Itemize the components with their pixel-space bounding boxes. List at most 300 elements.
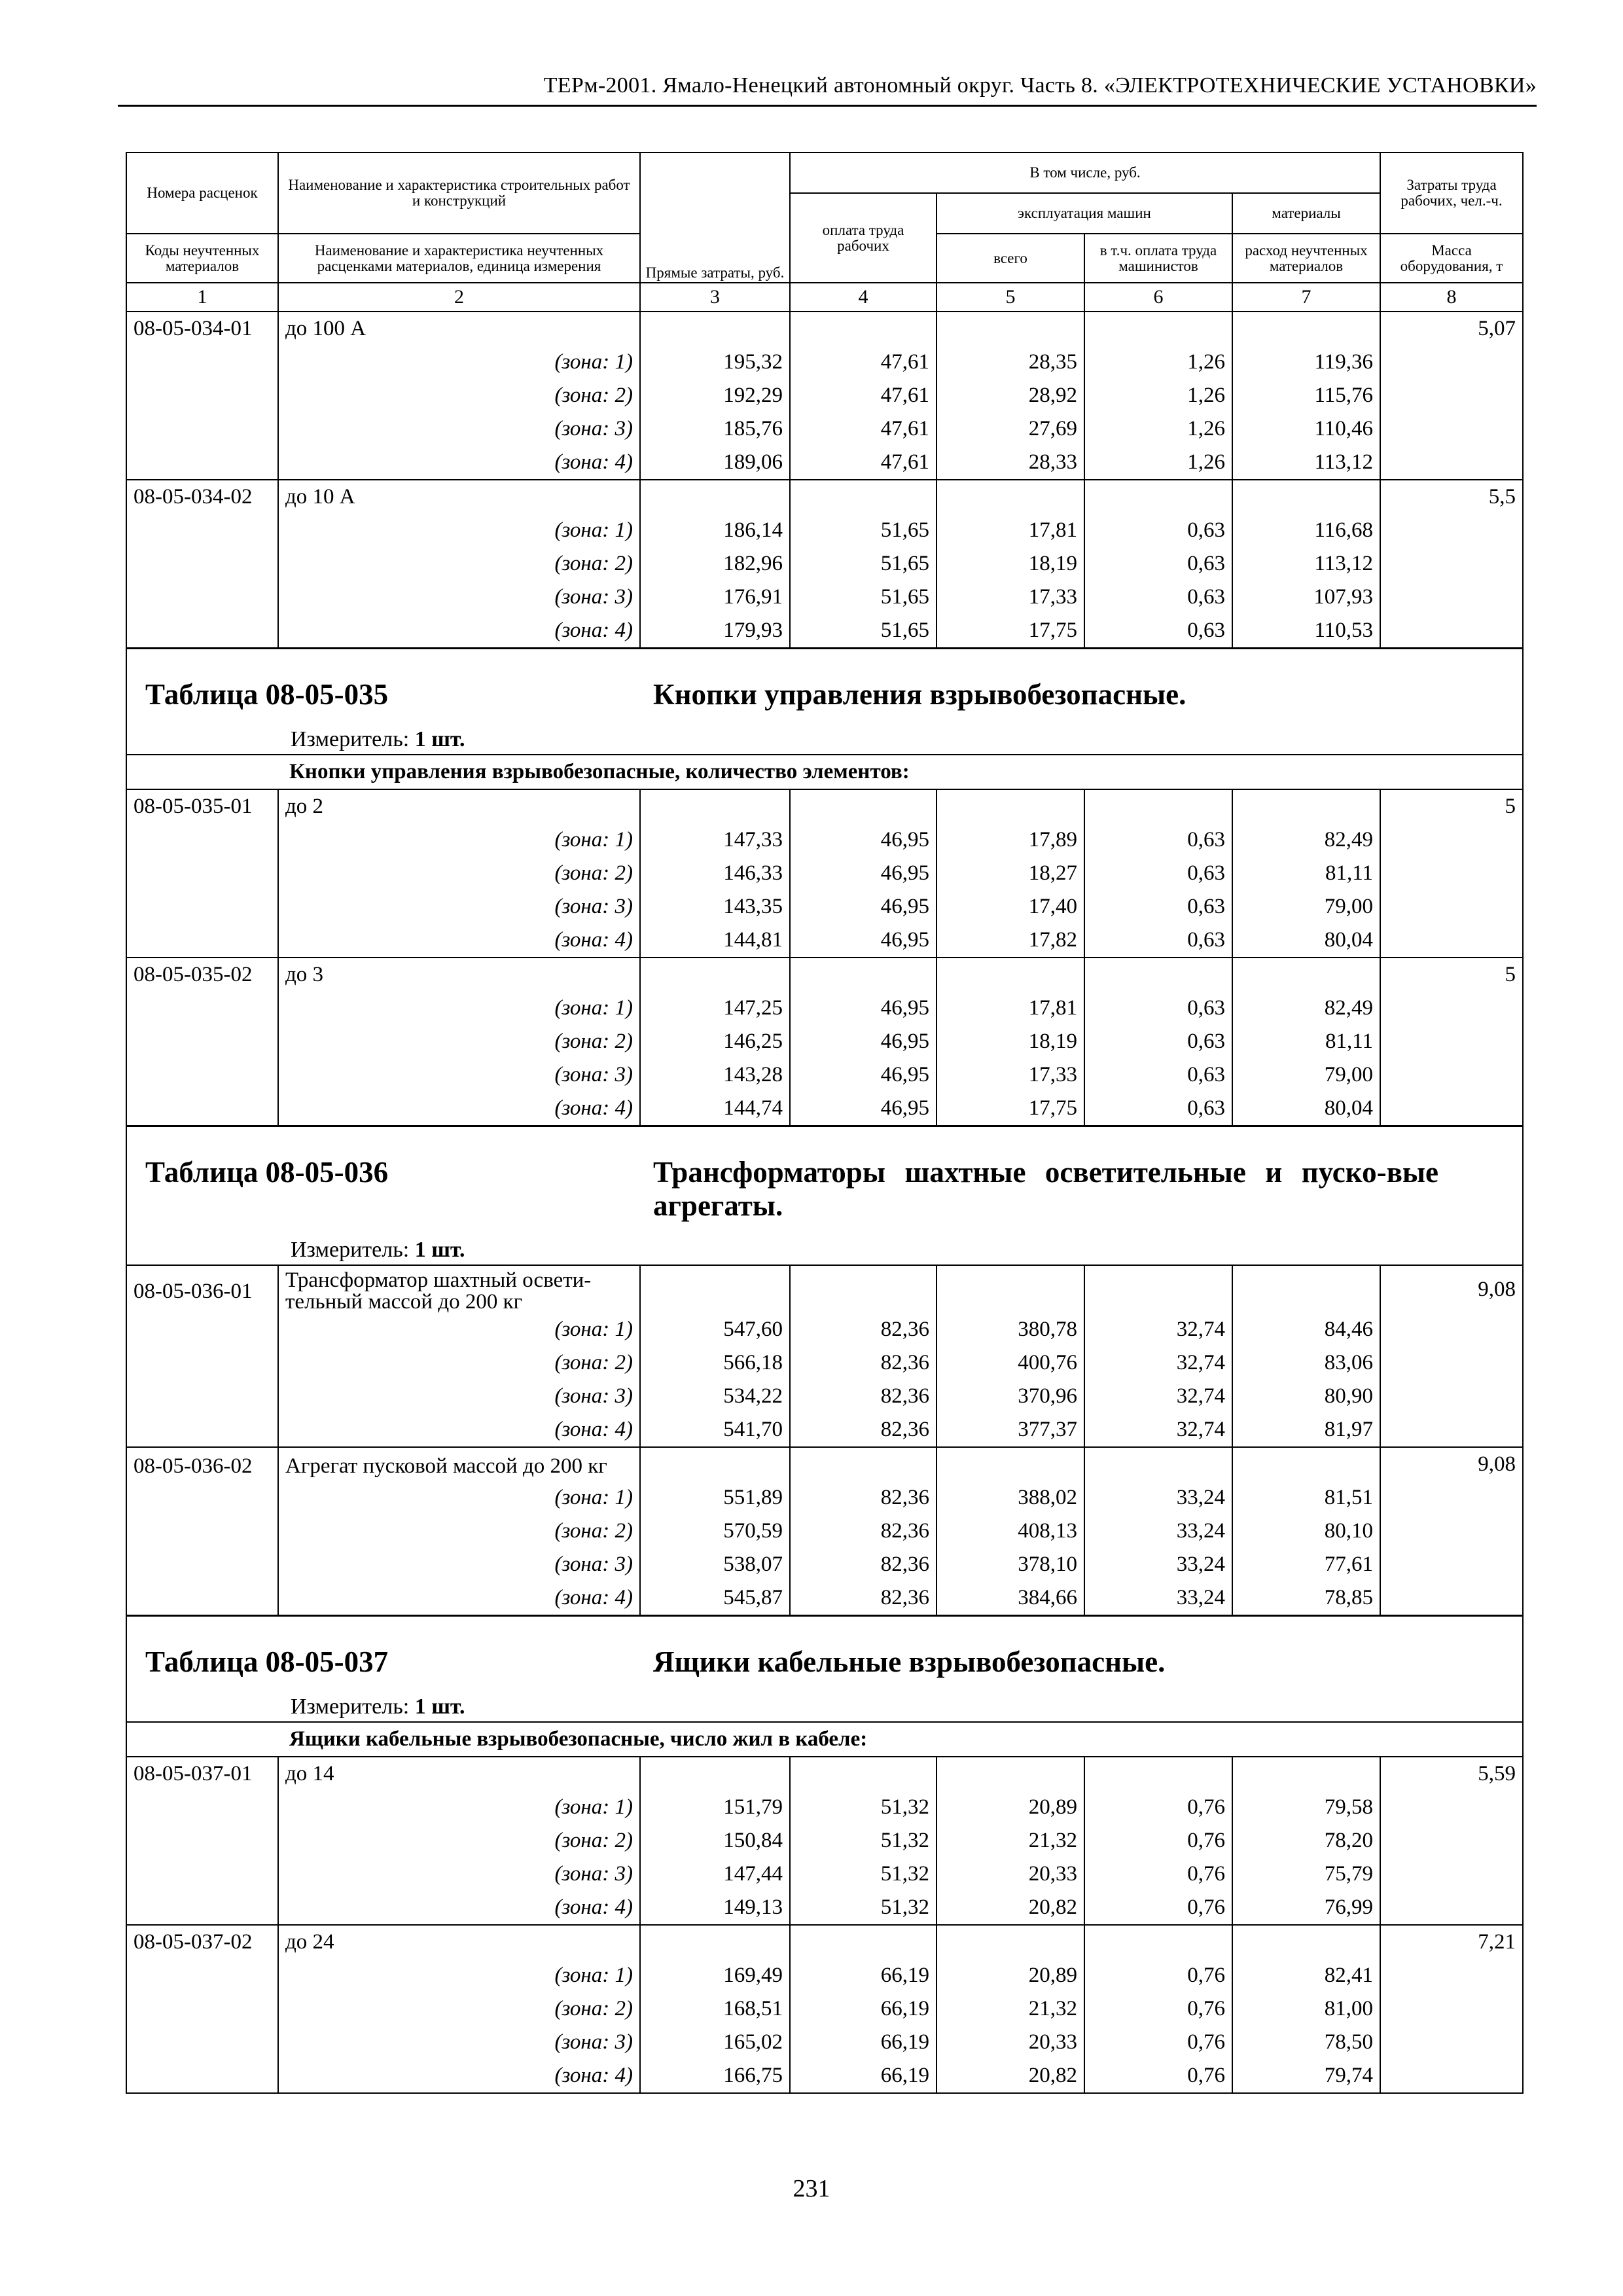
rate-head-row (126, 958, 1523, 992)
rate-name: до 3 (278, 958, 640, 992)
machines-cost: 17,89 (936, 823, 1084, 857)
materials-cost: 110,53 (1232, 614, 1380, 649)
rate-head-row (126, 1925, 1523, 1959)
col-number: 7 (1232, 283, 1380, 312)
machines-cost: 408,13 (936, 1515, 1084, 1548)
empty-cell (1232, 1757, 1380, 1791)
direct-cost: 547,60 (640, 1313, 790, 1346)
empty-cell (1380, 1058, 1523, 1092)
empty-cell (1380, 1092, 1523, 1126)
labor-cost: 5,07 (1380, 312, 1523, 346)
measure-unit (291, 723, 465, 755)
zone-label: (зона: 1) (278, 823, 640, 857)
machines-cost: 380,78 (936, 1313, 1084, 1346)
direct-cost: 179,93 (640, 614, 790, 649)
rate-name: до 2 (278, 789, 640, 823)
col-number: 2 (278, 283, 640, 312)
labor-cost: 9,08 (1380, 1447, 1523, 1481)
materials-cost: 82,49 (1232, 823, 1380, 857)
empty-cell (126, 446, 278, 480)
materials-cost: 79,74 (1232, 2059, 1380, 2093)
zone-row (126, 412, 1523, 446)
machinist-wages: 1,26 (1084, 379, 1232, 412)
zone-label: (зона: 3) (278, 890, 640, 924)
direct-cost: 144,74 (640, 1092, 790, 1126)
col-header-mass: Масса оборудования, т (1380, 234, 1523, 283)
materials-cost: 82,41 (1232, 1959, 1380, 1992)
zone-label: (зона: 4) (278, 1413, 640, 1447)
col-header-incl-wages: в т.ч. оплата труда машинистов (1084, 234, 1232, 283)
machines-cost: 17,75 (936, 614, 1084, 649)
empty-cell (1380, 1857, 1523, 1891)
machines-cost: 20,89 (936, 1791, 1084, 1824)
empty-cell (1232, 1447, 1380, 1481)
materials-cost: 107,93 (1232, 581, 1380, 614)
zone-row (126, 581, 1523, 614)
direct-cost: 146,25 (640, 1025, 790, 1058)
empty-cell (1380, 1380, 1523, 1413)
direct-cost: 146,33 (640, 857, 790, 890)
direct-cost: 176,91 (640, 581, 790, 614)
empty-cell (1380, 823, 1523, 857)
materials-cost: 115,76 (1232, 379, 1380, 412)
direct-cost: 169,49 (640, 1959, 790, 1992)
empty-cell (936, 312, 1084, 346)
machinist-wages: 32,74 (1084, 1380, 1232, 1413)
rate-code: 08-05-036-02 (126, 1447, 278, 1481)
direct-cost: 168,51 (640, 1992, 790, 2026)
materials-cost: 80,10 (1232, 1515, 1380, 1548)
rate-name: до 24 (278, 1925, 640, 1959)
machines-cost: 17,82 (936, 924, 1084, 958)
materials-cost: 75,79 (1232, 1857, 1380, 1891)
direct-cost: 189,06 (640, 446, 790, 480)
direct-cost: 151,79 (640, 1791, 790, 1824)
empty-cell (1084, 1757, 1232, 1791)
empty-cell (790, 1925, 936, 1959)
rates-table (126, 152, 1524, 2094)
zone-label: (зона: 1) (278, 1959, 640, 1992)
machinist-wages: 0,76 (1084, 1857, 1232, 1891)
wages-cost: 51,65 (790, 614, 936, 649)
empty-cell (640, 312, 790, 346)
empty-cell (1380, 1581, 1523, 1616)
table-title: Ящики кабельные взрывобезопасные. (653, 1645, 1166, 1678)
wages-cost: 51,32 (790, 1791, 936, 1824)
machinist-wages: 0,63 (1084, 581, 1232, 614)
empty-cell (126, 614, 278, 649)
labor-cost: 5 (1380, 789, 1523, 823)
page-header-title: ТЕРм-2001. Ямало-Ненецкий автономный округ. Часть 8. «ЭЛЕКТРОТЕХНИЧЕСКИЕ УСТАНОВКИ» (543, 73, 1537, 98)
rate-name: Агрегат пусковой массой до 200 кг (278, 1447, 640, 1481)
machines-cost: 17,33 (936, 1058, 1084, 1092)
materials-cost: 79,00 (1232, 890, 1380, 924)
wages-cost: 51,65 (790, 547, 936, 581)
materials-cost: 76,99 (1232, 1891, 1380, 1925)
materials-cost: 81,51 (1232, 1481, 1380, 1515)
empty-cell (1380, 1824, 1523, 1857)
zone-row (126, 1313, 1523, 1346)
direct-cost: 143,35 (640, 890, 790, 924)
wages-cost: 47,61 (790, 446, 936, 480)
wages-cost: 82,36 (790, 1346, 936, 1380)
machinist-wages: 32,74 (1084, 1313, 1232, 1346)
zone-row (126, 890, 1523, 924)
zone-row (126, 1992, 1523, 2026)
rate-head-row (126, 1447, 1523, 1481)
machines-cost: 400,76 (936, 1346, 1084, 1380)
empty-cell (126, 514, 278, 547)
machinist-wages: 1,26 (1084, 446, 1232, 480)
empty-cell (126, 2026, 278, 2059)
empty-cell (126, 1857, 278, 1891)
materials-cost: 113,12 (1232, 446, 1380, 480)
col-header-wages: оплата труда рабочих (790, 193, 936, 283)
materials-cost: 110,46 (1232, 412, 1380, 446)
labor-cost: 5,5 (1380, 480, 1523, 514)
labor-cost: 7,21 (1380, 1925, 1523, 1959)
empty-cell (640, 1265, 790, 1313)
machines-cost: 377,37 (936, 1413, 1084, 1447)
empty-cell (790, 1757, 936, 1791)
empty-cell (126, 1346, 278, 1380)
col-header-name: Наименование и характеристика строительных работ и конструкций (278, 152, 640, 234)
wages-cost: 66,19 (790, 2026, 936, 2059)
zone-row (126, 514, 1523, 547)
machines-cost: 20,82 (936, 1891, 1084, 1925)
empty-cell (1380, 1481, 1523, 1515)
wages-cost: 47,61 (790, 346, 936, 379)
zone-label: (зона: 1) (278, 514, 640, 547)
empty-cell (640, 958, 790, 992)
materials-cost: 81,97 (1232, 1413, 1380, 1447)
machines-cost: 17,81 (936, 992, 1084, 1025)
zone-label: (зона: 3) (278, 2026, 640, 2059)
rate-head-row (126, 789, 1523, 823)
empty-cell (126, 1992, 278, 2026)
empty-cell (126, 1313, 278, 1346)
col-header-labor: Затраты труда рабочих, чел.-ч. (1380, 152, 1523, 234)
empty-cell (1380, 2059, 1523, 2093)
materials-cost: 77,61 (1232, 1548, 1380, 1581)
table-section (126, 1616, 1523, 1723)
machines-cost: 388,02 (936, 1481, 1084, 1515)
machinist-wages: 0,63 (1084, 614, 1232, 649)
empty-cell (126, 992, 278, 1025)
wages-cost: 47,61 (790, 412, 936, 446)
wages-cost: 46,95 (790, 857, 936, 890)
machines-cost: 27,69 (936, 412, 1084, 446)
wages-cost: 46,95 (790, 992, 936, 1025)
empty-cell (1380, 412, 1523, 446)
empty-cell (126, 1413, 278, 1447)
empty-cell (126, 1092, 278, 1126)
machines-cost: 378,10 (936, 1548, 1084, 1581)
machines-cost: 17,33 (936, 581, 1084, 614)
machinist-wages: 0,63 (1084, 1025, 1232, 1058)
machinist-wages: 0,76 (1084, 2026, 1232, 2059)
empty-cell (1232, 312, 1380, 346)
col-header-code-unaccounted: Коды неучтенных материалов (126, 234, 278, 283)
measure-value: 1 шт. (414, 1238, 465, 1262)
machinist-wages: 0,63 (1084, 1092, 1232, 1126)
zone-label: (зона: 4) (278, 2059, 640, 2093)
empty-cell (126, 1481, 278, 1515)
zone-label: (зона: 4) (278, 614, 640, 649)
empty-cell (126, 346, 278, 379)
measure-value: 1 шт. (414, 1695, 465, 1719)
col-number: 5 (936, 283, 1084, 312)
empty-cell (1084, 1265, 1232, 1313)
zone-row (126, 2059, 1523, 2093)
zone-label: (зона: 4) (278, 1891, 640, 1925)
empty-cell (936, 1925, 1084, 1959)
zone-row (126, 446, 1523, 480)
zone-label: (зона: 1) (278, 1791, 640, 1824)
empty-cell (126, 581, 278, 614)
machinist-wages: 32,74 (1084, 1413, 1232, 1447)
table-section (126, 649, 1523, 755)
materials-cost: 80,04 (1232, 924, 1380, 958)
materials-cost: 78,85 (1232, 1581, 1380, 1616)
empty-cell (1084, 789, 1232, 823)
empty-cell (790, 480, 936, 514)
zone-label: (зона: 1) (278, 1313, 640, 1346)
empty-cell (790, 789, 936, 823)
zone-row (126, 379, 1523, 412)
zone-label: (зона: 1) (278, 1481, 640, 1515)
zone-row (126, 1891, 1523, 1925)
col-number: 6 (1084, 283, 1232, 312)
empty-cell (1232, 480, 1380, 514)
rate-head-row (126, 312, 1523, 346)
wages-cost: 51,32 (790, 1824, 936, 1857)
direct-cost: 147,33 (640, 823, 790, 857)
measure-label: Измеритель: (291, 727, 410, 751)
machinist-wages: 0,76 (1084, 1992, 1232, 2026)
zone-row (126, 857, 1523, 890)
rate-code: 08-05-037-01 (126, 1757, 278, 1791)
wages-cost: 82,36 (790, 1380, 936, 1413)
empty-cell (126, 857, 278, 890)
rate-name: Трансформатор шахтный освети-тельный массой до 200 кг (278, 1265, 640, 1313)
labor-cost: 5 (1380, 958, 1523, 992)
wages-cost: 66,19 (790, 1992, 936, 2026)
machines-cost: 28,33 (936, 446, 1084, 480)
empty-cell (640, 1925, 790, 1959)
materials-cost: 81,11 (1232, 1025, 1380, 1058)
zone-row (126, 614, 1523, 649)
empty-cell (1084, 958, 1232, 992)
empty-cell (1380, 924, 1523, 958)
wages-cost: 82,36 (790, 1481, 936, 1515)
empty-cell (1380, 2026, 1523, 2059)
empty-cell (1232, 789, 1380, 823)
empty-cell (1380, 1891, 1523, 1925)
zone-label: (зона: 3) (278, 1380, 640, 1413)
direct-cost: 147,44 (640, 1857, 790, 1891)
empty-cell (1380, 890, 1523, 924)
zone-row (126, 1058, 1523, 1092)
rate-name: до 100 А (278, 312, 640, 346)
empty-cell (126, 1824, 278, 1857)
wages-cost: 82,36 (790, 1515, 936, 1548)
empty-cell (1380, 1313, 1523, 1346)
zone-label: (зона: 2) (278, 1515, 640, 1548)
materials-cost: 80,04 (1232, 1092, 1380, 1126)
empty-cell (126, 1058, 278, 1092)
wages-cost: 66,19 (790, 1959, 936, 1992)
wages-cost: 46,95 (790, 890, 936, 924)
empty-cell (790, 958, 936, 992)
zone-label: (зона: 2) (278, 547, 640, 581)
materials-cost: 83,06 (1232, 1346, 1380, 1380)
direct-cost: 551,89 (640, 1481, 790, 1515)
machines-cost: 20,89 (936, 1959, 1084, 1992)
empty-cell (1380, 857, 1523, 890)
zone-label: (зона: 1) (278, 992, 640, 1025)
zone-row (126, 1857, 1523, 1891)
col-header-incl: В том числе, руб. (790, 152, 1380, 193)
empty-cell (1232, 1265, 1380, 1313)
table-section (126, 1126, 1523, 1266)
wages-cost: 46,95 (790, 823, 936, 857)
direct-cost: 186,14 (640, 514, 790, 547)
col-number: 8 (1380, 283, 1523, 312)
group-row (126, 755, 1523, 789)
materials-cost: 81,00 (1232, 1992, 1380, 2026)
empty-cell (1232, 1925, 1380, 1959)
direct-cost: 545,87 (640, 1581, 790, 1616)
labor-cost: 5,59 (1380, 1757, 1523, 1791)
empty-cell (640, 1447, 790, 1481)
rate-code: 08-05-035-02 (126, 958, 278, 992)
zone-row (126, 1092, 1523, 1126)
materials-cost: 79,00 (1232, 1058, 1380, 1092)
zone-row (126, 1481, 1523, 1515)
empty-cell (126, 412, 278, 446)
rate-code: 08-05-035-01 (126, 789, 278, 823)
materials-cost: 78,20 (1232, 1824, 1380, 1857)
wages-cost: 46,95 (790, 1092, 936, 1126)
zone-row (126, 924, 1523, 958)
wages-cost: 51,32 (790, 1891, 936, 1925)
machines-cost: 17,81 (936, 514, 1084, 547)
zone-label: (зона: 3) (278, 1857, 640, 1891)
measure-value: 1 шт. (414, 727, 465, 751)
zone-row (126, 992, 1523, 1025)
machines-cost: 17,75 (936, 1092, 1084, 1126)
col-header-unaccounted: расход неучтенных материалов (1232, 234, 1380, 283)
rate-code: 08-05-034-01 (126, 312, 278, 346)
empty-cell (126, 823, 278, 857)
materials-cost: 113,12 (1232, 547, 1380, 581)
machines-cost: 21,32 (936, 1824, 1084, 1857)
machinist-wages: 33,24 (1084, 1548, 1232, 1581)
zone-label: (зона: 2) (278, 379, 640, 412)
machinist-wages: 1,26 (1084, 412, 1232, 446)
machines-cost: 18,19 (936, 547, 1084, 581)
empty-cell (640, 480, 790, 514)
direct-cost: 182,96 (640, 547, 790, 581)
wages-cost: 46,95 (790, 924, 936, 958)
zone-row (126, 1380, 1523, 1413)
machines-cost: 17,40 (936, 890, 1084, 924)
machinist-wages: 0,63 (1084, 547, 1232, 581)
wages-cost: 51,65 (790, 581, 936, 614)
empty-cell (790, 312, 936, 346)
col-number: 4 (790, 283, 936, 312)
machinist-wages: 0,63 (1084, 924, 1232, 958)
empty-cell (126, 890, 278, 924)
machinist-wages: 0,76 (1084, 2059, 1232, 2093)
wages-cost: 82,36 (790, 1413, 936, 1447)
table-section-row (126, 1126, 1523, 1266)
col-header-materials: материалы (1232, 193, 1380, 234)
machinist-wages: 0,63 (1084, 514, 1232, 547)
zone-label: (зона: 4) (278, 1092, 640, 1126)
materials-cost: 119,36 (1232, 346, 1380, 379)
empty-cell (640, 789, 790, 823)
empty-cell (126, 379, 278, 412)
direct-cost: 570,59 (640, 1515, 790, 1548)
labor-cost: 9,08 (1380, 1265, 1523, 1313)
col-header-name-unaccounted: Наименование и характеристика неучтенных расценками материалов, единица измерения (278, 234, 640, 283)
empty-cell (126, 924, 278, 958)
zone-label: (зона: 2) (278, 857, 640, 890)
machinist-wages: 0,63 (1084, 1058, 1232, 1092)
zone-row (126, 823, 1523, 857)
empty-cell (1380, 581, 1523, 614)
empty-cell (126, 1548, 278, 1581)
empty-cell (126, 547, 278, 581)
empty-cell (936, 1447, 1084, 1481)
materials-cost: 84,46 (1232, 1313, 1380, 1346)
empty-cell (936, 789, 1084, 823)
machinist-wages: 0,76 (1084, 1791, 1232, 1824)
zone-label: (зона: 3) (278, 1058, 640, 1092)
zone-label: (зона: 3) (278, 412, 640, 446)
rate-head-row (126, 480, 1523, 514)
empty-cell (790, 1447, 936, 1481)
empty-cell (936, 958, 1084, 992)
table-title: Кнопки управления взрывобезопасные. (653, 678, 1186, 711)
machinist-wages: 33,24 (1084, 1481, 1232, 1515)
empty-cell (1380, 346, 1523, 379)
empty-cell (640, 1757, 790, 1791)
col-header-code: Номера расценок (126, 152, 278, 234)
wages-cost: 51,65 (790, 514, 936, 547)
machines-cost: 21,32 (936, 1992, 1084, 2026)
zone-row (126, 1824, 1523, 1857)
empty-cell (1380, 1413, 1523, 1447)
table-code: Таблица 08-05-037 (145, 1645, 389, 1678)
rate-name: до 14 (278, 1757, 640, 1791)
rate-code: 08-05-034-02 (126, 480, 278, 514)
direct-cost: 541,70 (640, 1413, 790, 1447)
zone-label: (зона: 4) (278, 924, 640, 958)
rate-head-row (126, 1757, 1523, 1791)
direct-cost: 144,81 (640, 924, 790, 958)
measure-label: Измеритель: (291, 1238, 410, 1262)
zone-row (126, 2026, 1523, 2059)
machinist-wages: 32,74 (1084, 1346, 1232, 1380)
table-code: Таблица 08-05-035 (145, 678, 389, 711)
direct-cost: 165,02 (640, 2026, 790, 2059)
table-section-row (126, 1616, 1523, 1723)
zone-label: (зона: 2) (278, 1346, 640, 1380)
machinist-wages: 0,76 (1084, 1891, 1232, 1925)
